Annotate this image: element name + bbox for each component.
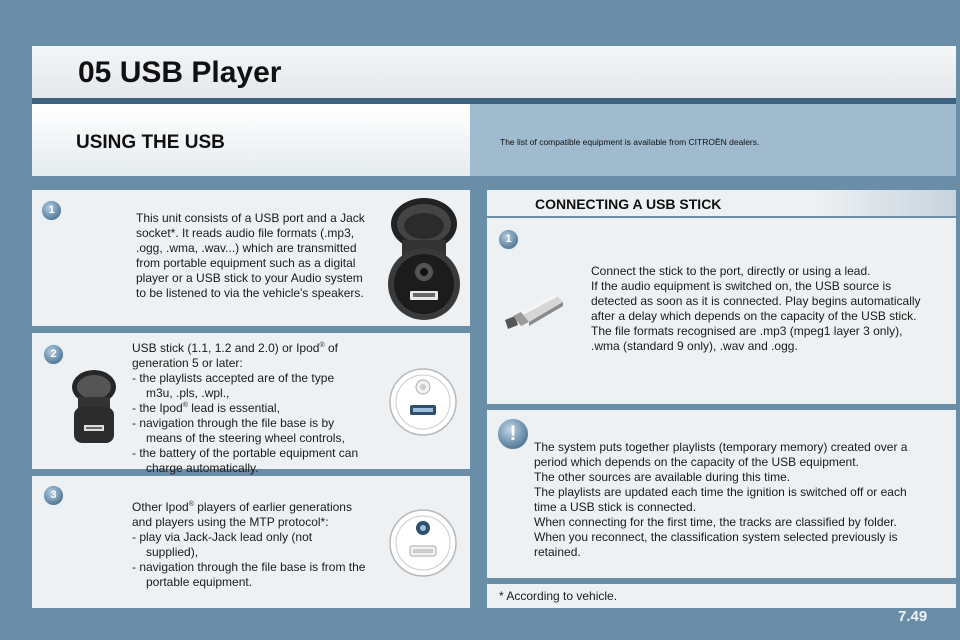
- usb-unit-description: This unit consists of a USB port and a Jack socket*. It reads audio file formats (.mp3, .ogg, .wma, .wav...) which are transmitted from portable equipment such as a digital player or a USB stick to your Audio system to be listened to via the vehicle's speakers.: [136, 211, 365, 300]
- connect-heading: CONNECTING A USB STICK: [535, 196, 722, 212]
- ipod-description: USB stick (1.1, 1.2 and 2.0) or Ipod® of generation 5 or later: - the playlists accepted are of the type m3u, .pls, .wpl., - the Ipod® lead is essential, - navigation through the file base is by means of the steering wheel controls, - the battery of the portable equipment can charge automatically.: [132, 341, 359, 475]
- jack-socket-highlight-icon: [388, 508, 458, 578]
- usb-socket-open-lid-icon: [386, 194, 462, 322]
- footnote: * According to vehicle.: [499, 589, 618, 603]
- connect-header: [487, 190, 956, 216]
- page-number: 7.49: [898, 608, 928, 625]
- usb-unit-panel: [32, 190, 470, 326]
- section-header-panel: [32, 104, 470, 176]
- notice-text: The system puts together playlists (temporary memory) created over a period which depends on the capacity of the USB equipment. The other sources are available during this time. The playlists are updated each time the ignition is switched off or each time a USB stick is connected. When connecting for the first time, the tracks are classified by folder. When you reconnect, the classification system selected previously is retained.: [534, 440, 908, 559]
- usb-port-highlight-icon: [388, 367, 458, 437]
- other-players-panel: [32, 476, 470, 608]
- step-badge-1: 1: [41, 200, 62, 221]
- connect-step-badge: 1: [498, 229, 519, 250]
- step-badge-2: 2: [43, 344, 64, 365]
- warning-icon: !: [497, 418, 529, 450]
- footnote-panel: [487, 584, 956, 608]
- page-title: 05 USB Player: [78, 56, 282, 89]
- notice-panel: [487, 410, 956, 578]
- usb-socket-lid-icon: [68, 367, 120, 445]
- ipod-panel: [32, 333, 470, 475]
- compat-note: The list of compatible equipment is available from CITROËN dealers.: [500, 137, 760, 147]
- section-heading: USING THE USB: [76, 132, 225, 153]
- usb-stick-icon: [501, 288, 565, 332]
- other-players-description: Other Ipod® players of earlier generations and players using the MTP protocol*: - play via Jack-Jack lead only (not supplied), - navigation through the file base is from the portable equipment.: [132, 500, 366, 589]
- compat-note-panel: [470, 104, 956, 176]
- step-badge-3: 3: [43, 485, 64, 506]
- title-bar: [32, 46, 956, 98]
- connect-panel: [487, 218, 956, 404]
- connect-instructions: Connect the stick to the port, directly or using a lead. If the audio equipment is switched on, the USB source is detected as soon as it is connected. Play begins automatically after a delay which depends on the capacity of the USB stick. The file formats recognised are .mp3 (mpeg1 layer 3 only), .wma (standard 9 only), .wav and .ogg.: [591, 264, 921, 353]
